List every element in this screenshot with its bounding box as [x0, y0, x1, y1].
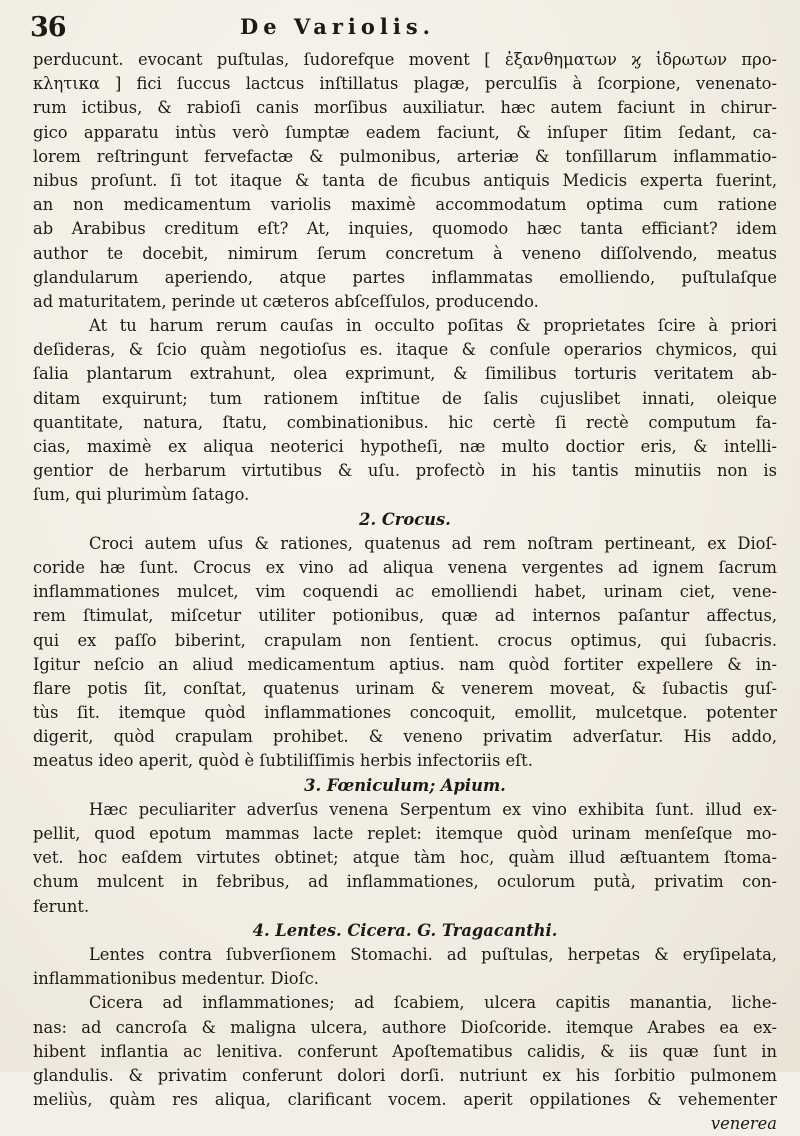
text-line: At tu harum rerum cauſas in occulto poſitas & proprietates ſcire à priori: [89, 316, 777, 336]
text-line: ab Arabibus creditum eſt? At, inquies, quomodo hæc tanta efficiant? idem: [33, 219, 777, 239]
text-line: pellit, quod epotum mammas lacte replet: itemque quòd urinam menſeſque mo-: [33, 824, 777, 843]
text-line: Cicera ad inflammationes; ad ſcabiem, ulcera capitis manantia, liche-: [89, 993, 777, 1013]
text-line: perducunt. evocant puſtulas, ſudorefque movent [ ἐξανθηματων ϗ ἱδρωτων πρo-: [33, 50, 777, 69]
text-line: ſum, qui plurimùm ſatago.: [33, 485, 250, 505]
text-line: nibus proſunt. ſi tot itaque & tanta de ficubus antiquis Medicis experta fuerint,: [33, 170, 777, 190]
text-line: author te docebit, nimirum ſerum concretum à veneno diſſolvendo, meatus: [33, 243, 777, 263]
text-line: meatus ideo aperit, quòd è ſubtiliſſimis herbis infectoriis eſt.: [33, 751, 533, 771]
body-text: [33, 48, 777, 1136]
text-line: Croci autem uſus & rationes, quatenus ad rem noſtram pertineant, ex Dioſ-: [89, 533, 777, 553]
section-heading: 3. Fœniculum; Apium.: [304, 775, 506, 795]
text-line: meliùs, quàm res aliqua, clarificant vocem. aperit oppilationes & vehementer: [33, 1090, 777, 1110]
text-line: ditam exquirunt; tum rationem inſtitue de ſalis cujuslibet innati, oleique: [33, 388, 777, 408]
text-line: Igitur neſcio an aliud medicamentum aptius. nam quòd fortiter expellere & in-: [33, 654, 777, 674]
text-line: tùs ſit. itemque quòd inflammationes concoquit, emollit, mulcetque. potenter: [33, 703, 777, 723]
text-line: vet. hoc eaſdem virtutes obtinet; atque tàm hoc, quàm illud æſtuantem ſtoma-: [33, 848, 777, 868]
page-header: [30, 12, 770, 46]
section-heading: 4. Lentes. Cicera. G. Tragacanthi.: [252, 920, 558, 940]
text-line: rem ſtimulat, miſcetur utiliter potionibus, quæ ad internos paſantur affectus,: [33, 606, 777, 626]
section-heading: 2. Crocus.: [359, 509, 451, 529]
text-line: an non medicamentum variolis maximè accommodatum optima cum ratione: [33, 195, 777, 215]
text-line: ſalia plantarum extrahunt, olea exprimunt, & ſimilibus torturis veritatem ab-: [33, 364, 777, 384]
text-line: hibent inflantia ac lenitiva. conferunt Apoſtematibus calidis, & iis quæ ſunt in: [33, 1041, 777, 1061]
text-line: gentior de herbarum virtutibus & uſu. profectò in his tantis minutiis non is: [33, 461, 777, 481]
text-line: inflammationibus medentur. Dioſc.: [33, 969, 319, 989]
text-line: glandulis. & privatim conferunt dolori dorſi. nutriunt ex his ſorbitio pulmonem: [33, 1065, 777, 1085]
text-line: digerit, quòd crapulam prohibet. & veneno privatim adverſatur. His addo,: [33, 727, 777, 747]
text-line: ferunt.: [33, 896, 90, 916]
text-line: rum ictibus, & rabioſi canis morſibus auxiliatur. hæc autem faciunt in chirur-: [33, 98, 777, 118]
text-line: coride hæ ſunt. Crocus ex vino ad aliqua venena vergentes ad ignem ſacrum: [33, 557, 777, 577]
text-line: glandularum aperiendo, atque partes inflammatas emolliendo, puſtulaſque: [33, 267, 777, 287]
text-line: nas: ad cancroſa & maligna ulcera, authore Dioſcoride. itemque Arabes ea ex-: [33, 1017, 777, 1037]
text-line: ad maturitatem, perinde ut cæteros abſceſſulos, producendo.: [33, 291, 539, 311]
text-line: Lentes contra ſubverſionem Stomachi. ad puſtulas, herpetas & eryſipelata,: [89, 944, 777, 964]
page-number: 36: [30, 12, 66, 43]
catchword: venerea: [710, 1114, 777, 1134]
text-line: deſideras, & ſcio quàm negotioſus es. itaque & conſule operarios chymicos, qui: [33, 340, 777, 360]
text-line: flare potis ſit, conſtat, quatenus urinam & venerem moveat, & ſubactis guſ-: [33, 678, 777, 698]
text-line: lorem reſtringunt fervefactæ & pulmonibus, arteriæ & tonſillarum inflammatio-: [33, 146, 777, 166]
text-line: Hæc peculiariter adverſus venena Serpentum ex vino exhibita ſunt. illud ex-: [89, 799, 777, 819]
text-line: chum mulcent in febribus, ad inflammationes, oculorum putà, privatim con-: [33, 872, 777, 892]
text-line: gico apparatu intùs verò ſumptæ eadem faciunt, & inſuper ſitim ſedant, ca-: [33, 122, 777, 142]
text-line: κλητικα ] fici ſuccus lactcus inſtillatus plagæ, perculſis à ſcorpione, venenato-: [33, 74, 777, 94]
running-head: De Variolis.: [240, 14, 435, 39]
text-line: cias, maximè ex aliqua neoterici hypotheſi, næ multo doctior eris, & intelli-: [33, 437, 777, 456]
text-line: qui ex paſſo biberint, crapulam non ſentient. crocus optimus, qui ſubacris.: [33, 630, 777, 650]
text-line: inflammationes mulcet, vim coquendi ac emolliendi habet, urinam ciet, vene-: [33, 582, 777, 602]
text-line: quantitate, natura, ſtatu, combinationibus. hic certè ſi rectè computum fa-: [33, 412, 777, 432]
